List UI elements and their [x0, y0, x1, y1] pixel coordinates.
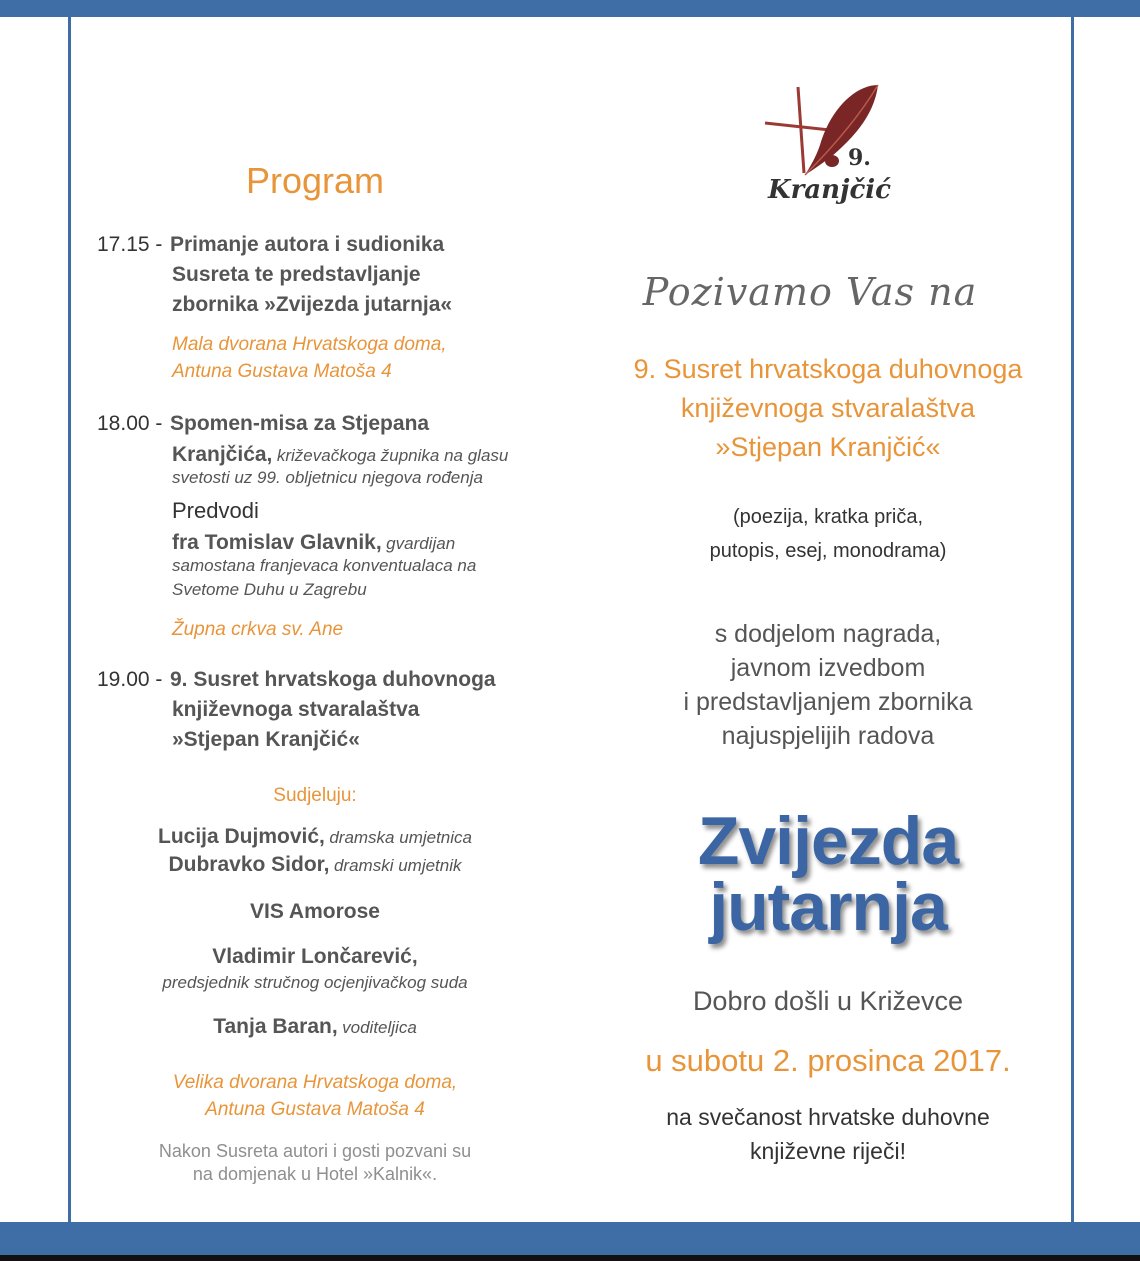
- participant-2-name: Dubravko Sidor,: [168, 853, 330, 876]
- logo-number: 9.: [848, 145, 871, 171]
- celebrant-role: gvardijan: [386, 534, 456, 553]
- book-title-line-1: Zvijezda: [697, 803, 959, 879]
- item-2-line-3: svetosti uz 99. obljetnicu njegova rođenja: [172, 468, 483, 487]
- jury-name: Vladimir Lončarević,: [212, 945, 418, 968]
- final-location-1: Velika dvorana Hrvatskoga doma,: [172, 1072, 458, 1093]
- final-location-2: Antuna Gustava Matoša 4: [205, 1099, 425, 1120]
- predvodi-label: Predvodi: [172, 498, 259, 523]
- time-1715: 17.15 -: [97, 233, 163, 256]
- time-1800: 18.00 -: [97, 412, 163, 435]
- host: [70, 1012, 560, 1042]
- item-2-line-1: Spomen-misa za Stjepana: [170, 412, 430, 435]
- event-date: u subotu 2. prosinca 2017.: [645, 1043, 1011, 1078]
- closing-note-2: na domjenak u Hotel »Kalnik«.: [192, 1164, 438, 1184]
- participants-title: Sudjeluju:: [273, 785, 357, 806]
- participant-2: [70, 850, 560, 880]
- program-title: Program: [245, 160, 385, 201]
- item-1-line-2: Susreta te predstavljanje: [172, 263, 421, 286]
- participant-1: [70, 822, 560, 852]
- top-border-band: [0, 0, 1140, 17]
- item-3-line-1: 9. Susret hrvatskoga duhovnoga: [170, 668, 496, 691]
- participant-1-role: dramska umjetnica: [329, 828, 472, 847]
- item-2-line-2-italic: križevačkoga župnika na glasu: [276, 446, 509, 465]
- event-line-2: književnoga stvaralaštva: [680, 393, 976, 423]
- event-line-3: »Stjepan Kranjčić«: [715, 432, 941, 462]
- item-1-location-1: Mala dvorana Hrvatskoga doma,: [172, 334, 447, 355]
- time-1900: 19.00 -: [97, 668, 163, 691]
- item-1-line-1: Primanje autora i sudionika: [170, 233, 445, 256]
- right-frame-line: [1071, 17, 1074, 1222]
- genres-line-2: putopis, esej, monodrama): [709, 540, 947, 562]
- welcome-text: Dobro došli u Križevce: [692, 986, 964, 1016]
- celebrant-name: fra Tomislav Glavnik,: [172, 531, 382, 554]
- kranjcic-logo: [760, 75, 900, 215]
- item-3-line-2: književnoga stvaralaštva: [172, 698, 420, 721]
- participant-1-name: Lucija Dujmović,: [158, 825, 325, 848]
- awards-line-2: javnom izvedbom: [730, 654, 926, 682]
- participant-2-role: dramski umjetnik: [333, 856, 462, 875]
- bottom-black-strip: [0, 1255, 1140, 1261]
- greeting: Pozivamo Vas na: [642, 270, 978, 314]
- closing-line-2: književne riječi!: [750, 1138, 906, 1164]
- closing-note-1: Nakon Susreta autori i gosti pozvani su: [158, 1141, 472, 1161]
- event-line-1: 9. Susret hrvatskoga duhovnoga: [633, 354, 1023, 384]
- celebrant-desc-1: samostana franjevaca konventualaca na: [172, 556, 477, 575]
- awards-line-4: najuspjelijih radova: [721, 722, 935, 750]
- item-1-line-3: zbornika »Zvijezda jutarnja«: [172, 293, 453, 316]
- logo-name: Kranjčić: [768, 175, 891, 205]
- item-1-location-2: Antuna Gustava Matoša 4: [172, 361, 392, 382]
- jury-role: predsjednik stručnog ocjenjivačkog suda: [162, 973, 468, 992]
- genres-line-1: (poezija, kratka priča,: [732, 506, 924, 528]
- host-role: voditeljica: [342, 1018, 417, 1037]
- closing-line-1: na svečanost hrvatske duhovne: [666, 1104, 990, 1130]
- item-3-line-3: »Stjepan Kranjčić«: [172, 728, 360, 751]
- book-title-line-2: jutarnja: [709, 869, 947, 945]
- bottom-border-band: [0, 1222, 1140, 1255]
- band-name: VIS Amorose: [250, 900, 380, 923]
- item-2-location: Župna crkva sv. Ane: [172, 619, 344, 640]
- celebrant-desc-2: Svetome Duhu u Zagrebu: [172, 580, 367, 599]
- awards-line-3: i predstavljanjem zbornika: [683, 688, 973, 716]
- item-2-line-2-bold: Kranjčića,: [172, 443, 273, 466]
- awards-line-1: s dodjelom nagrada,: [714, 620, 942, 648]
- host-name: Tanja Baran,: [213, 1015, 338, 1038]
